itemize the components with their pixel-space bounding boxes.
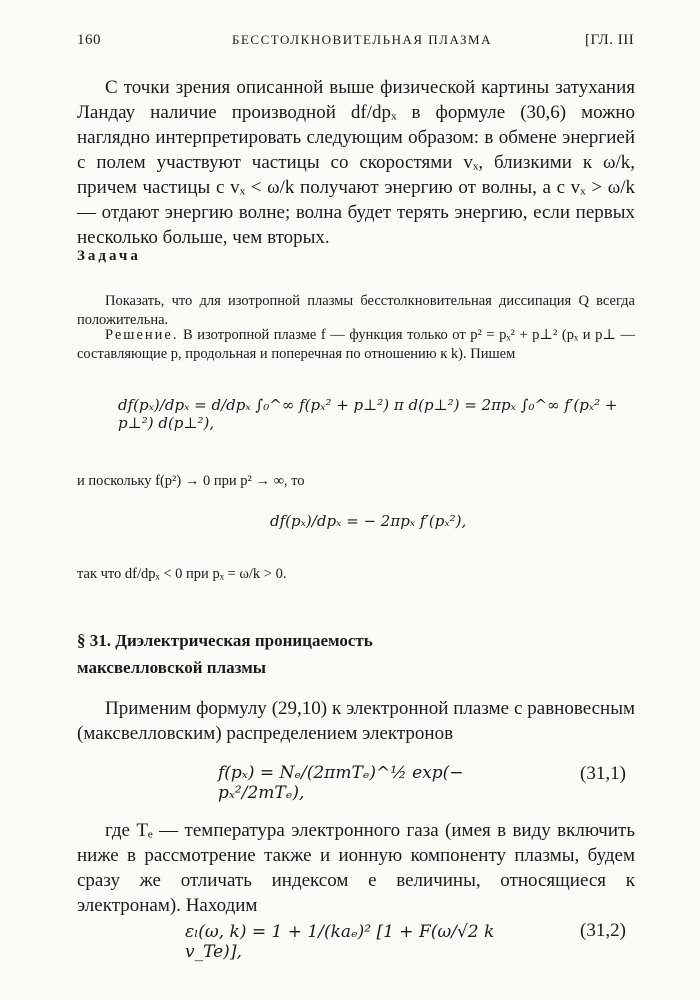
page-number: 160 <box>77 32 101 48</box>
chapter-label: [ГЛ. III <box>585 32 635 48</box>
text-so-that: так что df/dpₓ < 0 при pₓ = ω/k > 0. <box>77 566 287 582</box>
equation-number-31-1: (31,1) <box>580 763 626 784</box>
running-title: БЕССТОЛКНОВИТЕЛЬНАЯ ПЛАЗМА <box>232 32 492 47</box>
solution-text: В изотропной плазме f — функция только от p² = pₓ² + p⊥² (pₓ и p⊥ — составляющие p, продольная и поперечная по отношению к k). Пишем <box>77 327 635 362</box>
section-title <box>77 627 373 681</box>
formula-derivative-result: df(pₓ)/dpₓ = − 2πpₓ f′(pₓ²), <box>270 512 467 530</box>
solution-paragraph <box>77 326 635 364</box>
section-title-line2: максвелловской плазмы <box>77 658 267 677</box>
equation-31-1: f(pₓ) = Nₑ/(2πmTₑ)^½ exp(− pₓ²/2mTₑ), <box>218 763 464 803</box>
equation-31-2: εₗ(ω, k) = 1 + 1/(kaₑ)² [1 + F(ω/√2 k v_Te)], <box>185 922 495 962</box>
paragraph-apply-formula: Применим формулу (29,10) к электронной плазме с равновесным (максвелловским) распределением электронов <box>77 698 635 744</box>
section-title-line1: § 31. Диэлектрическая проницаемость <box>77 631 373 650</box>
equation-number-31-2: (31,2) <box>580 920 626 941</box>
task-statement: Показать, что для изотропной плазмы бесстолкновительная диссипация Q всегда положительна. <box>77 293 635 328</box>
paragraph-landau-damping: С точки зрения описанной выше физической картины затухания Ландау наличие производной df/dpₓ в формуле (30,6) можно наглядно интерпретировать следующим образом: в обмене энергией с полем участвуют частицы со скоростями vₓ, близкими к ω/k, причем частицы с vₓ < ω/k получают энергию от волны, а с vₓ > ω/k — отдают энергию волне; волна будет терять энергию, если первых несколько больше, чем вторых. <box>77 77 635 248</box>
text-and-since: и поскольку f(p²) → 0 при p² → ∞, то <box>77 473 305 489</box>
solution-label: Решение. <box>105 327 179 343</box>
formula-derivative-integral: df(pₓ)/dpₓ = d/dpₓ ∫₀^∞ f(pₓ² + p⊥²) π d(p⊥²) = 2πpₓ ∫₀^∞ f′(pₓ² + p⊥²) d(p⊥²), <box>118 396 618 432</box>
task-heading: Задача <box>77 248 141 264</box>
paragraph-temperature: где Tₑ — температура электронного газа (имея в виду включить ниже в рассмотрение также и ионную компоненту плазмы, будем сразу же отличать индексом e величины, относящиеся к электронам). Находим <box>77 820 635 916</box>
